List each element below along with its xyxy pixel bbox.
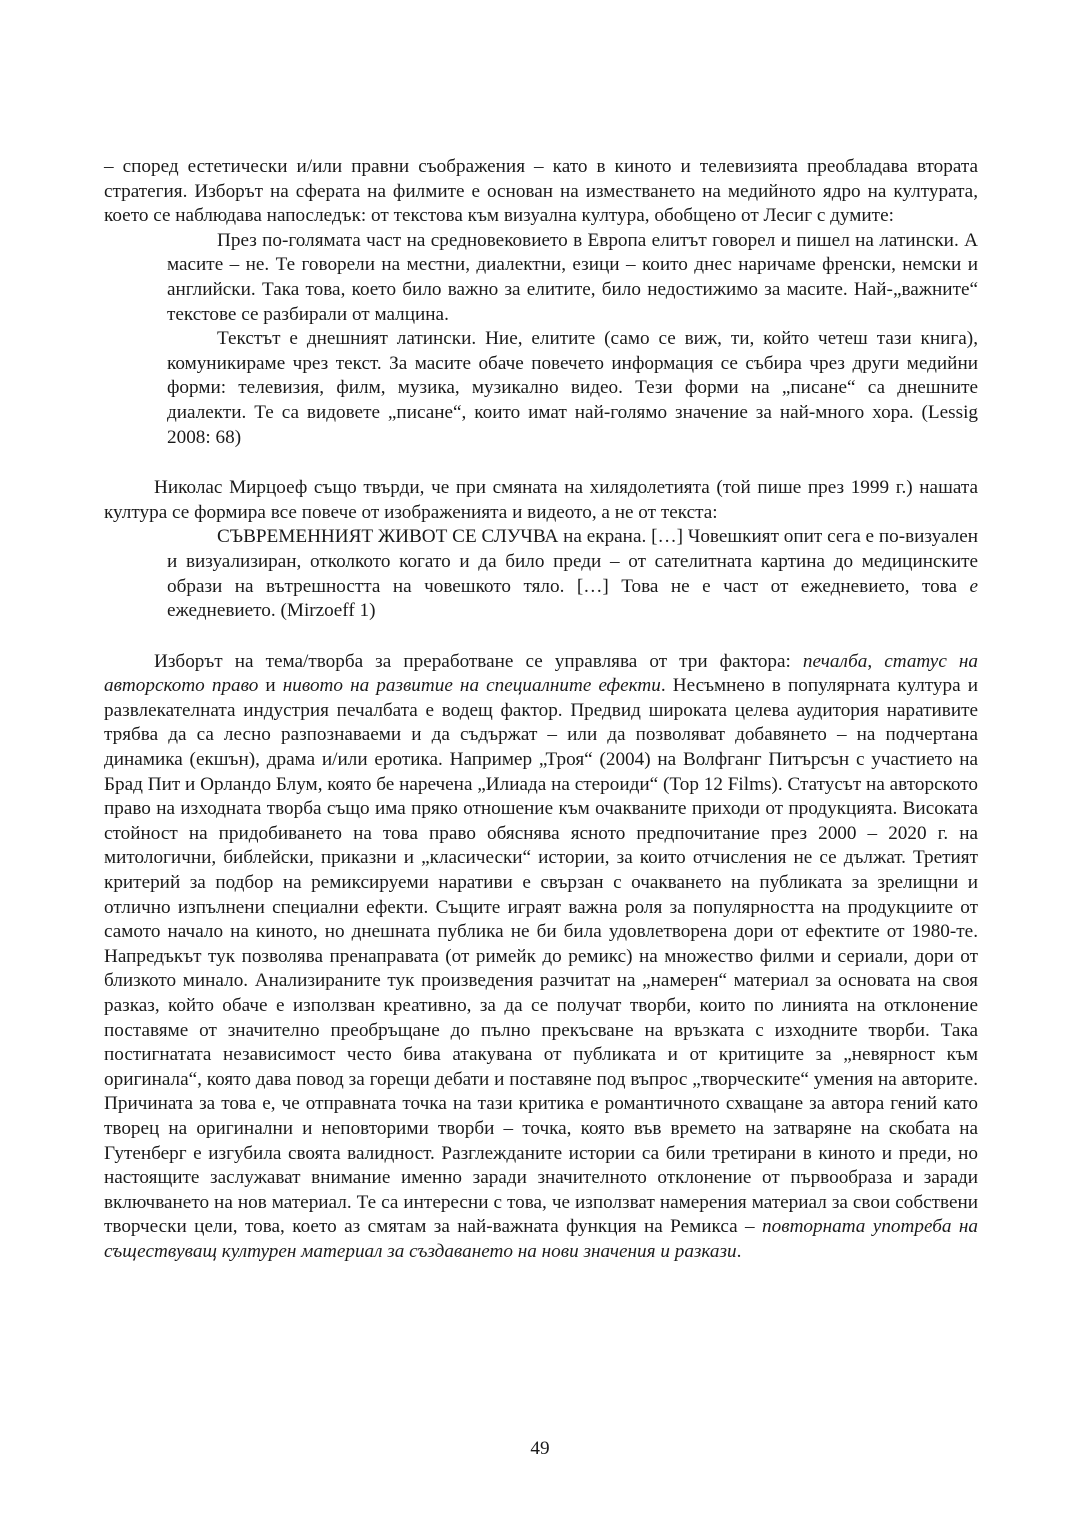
quote-paragraph: Текстът е днешният латински. Ние, елитите (само се виж, ти, който четеш тази книга), комуникираме чрез текст. За масите обаче повечето информация се събира чрез други медийни форми: телевизия, филм, музика, музикално видео. Тези форми на „писане“ са днешните диалекти. Те са видовете „писане“, които имат най-голямо значение за най-много хора. (Lessig 2008: 68) [167, 328, 978, 448]
block-quote-lessig [167, 229, 978, 450]
quote-paragraph: През по-голямата част на средновековието в Европа елитът говорел и пишел на латински. А масите – не. Те говорели на местни, диалектни, езици – които днес наричаме френски, немски и английски. Така това, което било важно за елитите, било недостижимо за масите. Най-„важните“ текстове се разбирали от малцина. [167, 229, 978, 325]
quote-paragraph [167, 525, 978, 623]
paragraph-factors [104, 650, 978, 1265]
text-run: Изборът на тема/творба за преработване се управлява от три фактора: [154, 650, 803, 672]
quote-text: ежедневието. (Mirzoeff 1) [167, 600, 376, 622]
quote-emphasis: е [969, 575, 978, 597]
page-number: 49 [530, 1438, 550, 1459]
text-run: . Несъмнено в популярната култура и развлекателната индустрия печалбата е водещ фактор. Предвид широката целева аудитория наративите трябва да са лесно разпознаваеми и да съдържат – или да позволяват добавянето – на подчертана динамика (екшън), драма и/или еротика. Например „Троя“ (2004) на Волфганг Питърсън с участието на Брад Пит и Орландо Блум, която бе наречена „Илиада на стероиди“ (Top 12 Films). Статусът на авторското право на изходната творба също има пряко отношение към очакваните приходи от продукцията. Високата стойност на придобиването на това право обяснява ясното предпочитание през 2000 – 2020 г. на митологични, библейски, приказни и „класически“ истории, за които отчисления не се дължат. Третият критерий за подбор на ремиксируеми наративи е свързан с очакването на публиката за зрелищни и отлично изпълнени специални ефекти. Същите играят важна роля за популярността на продукциите от самото начало на киното, но днешната публика не би била удовлетворена дори от ефектите от 1980-те. Напредъкът тук позволява пренаправата (от римейк до ремикс) на множество филми и сериали, дори от близкото минало. Анализираните тук произведения разчитат на „намерен“ материал за основата на своя разказ, който обаче е използван креативно, за да се получат творби, които по линията на отклонение поставяме от значително преобръщане до пълно прекъсване на връзката с изходните творби. Така постигнатата независимост често бива атакувана от публиката и от критиците за „невярност към оригинала“, която дава повод за горещи дебати и поставяне под въпрос „творческите“ умения на авторите. Причината за това е, че отправната точка на тази критика е романтичното схващане за автора гений като творец на оригинални и неповторими творби – точка, която във времето на затваряне на скобата на Гутенберг е изгубила своята валидност. Разглежданите истории са били третирани в киното и преди, но настоящите заслужават внимание именно заради значителното отклонение от първообраза и заради включването на нов материал. Те са интересни с това, че използват намерения материал за свои собствени творчески цели, това, което аз смятам за най-важната функция на Ремикса – [104, 675, 978, 1238]
paragraph-mirzoeff-intro: Николас Мирцоеф също твърди, че при смяната на хилядолетията (той пише през 1999 г.) нашата култура се формира все повече от изображенията и видеото, а не от текста: [104, 477, 978, 523]
emphasis-remix-definition: повторната употреба на съществуващ културен материал за създаването на нови значения и разкази [104, 1216, 978, 1262]
text-run: , [867, 650, 885, 672]
quote-text: СЪВРЕМЕННИЯТ ЖИВОТ СЕ СЛУЧВА на екрана. […] Човешкият опит сега е по-визуален и визуализиран, отколкото когато и да било преди – от сателитната картина до медицинските образи на вътрешността на човешкото тяло. […] Това не е част от ежедневието, това [167, 526, 978, 597]
paragraph-spacer [104, 624, 978, 650]
text-run: . [736, 1240, 742, 1262]
emphasis-special-effects: нивото на развитие на специалните ефекти [282, 675, 661, 697]
paragraph-intro: – според естетически и/или правни съображения – като в киното и телевизията преобладава втората стратегия. Изборът на сферата на филмите е основан на изместването на медийното ядро на културата, което се наблюдава напоследък: от текстова към визуална култура, обобщено от Лесиг с думите: [104, 156, 978, 227]
emphasis-profit: печалба [802, 650, 868, 672]
text-run: и [258, 675, 283, 697]
body-text [104, 155, 978, 1265]
emphasis-copyright: статус на авторското право [104, 650, 978, 697]
block-quote-mirzoeff [167, 525, 978, 623]
paragraph-spacer [104, 450, 978, 476]
